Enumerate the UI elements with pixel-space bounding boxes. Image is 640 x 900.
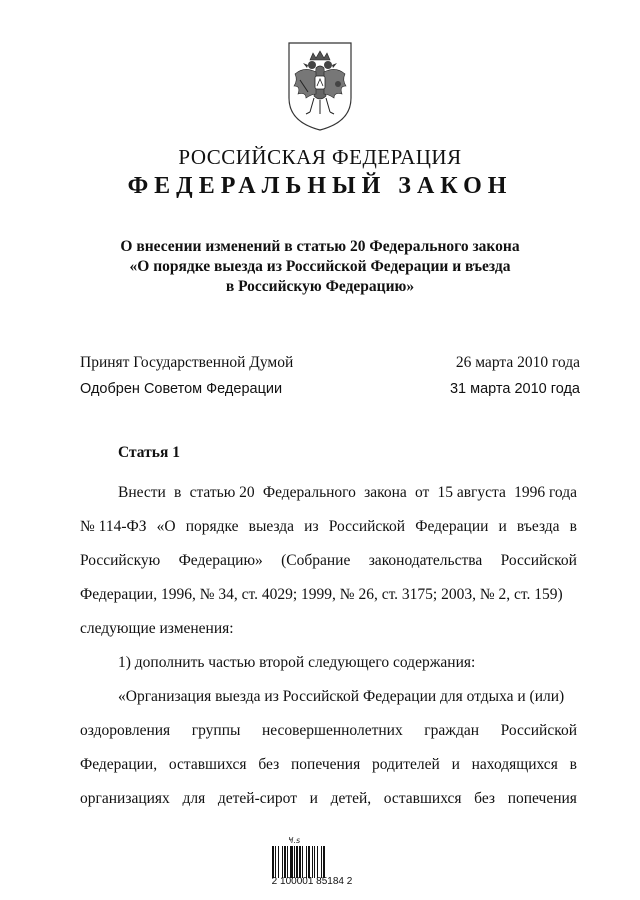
council-date: 31 марта 2010 года: [449, 381, 580, 397]
word: Федерального: [262, 484, 356, 501]
duma-adoption-row: [80, 354, 580, 372]
law-title-line: О внесении изменений в статью 20 Федерального закона: [120, 238, 520, 255]
word: Российской: [500, 552, 577, 569]
word: Внести: [118, 484, 166, 501]
word: несовершеннолетних: [261, 722, 403, 739]
word: организациях: [80, 790, 170, 807]
word: законодательства: [368, 552, 483, 569]
council-label: Одобрен Советом Федерации: [80, 381, 283, 397]
word: оставшихся: [168, 756, 247, 773]
word: детей-сирот: [217, 790, 297, 807]
word: статью 20: [189, 484, 255, 501]
paragraph-line: [80, 755, 577, 775]
word: Российской: [500, 722, 577, 739]
word: порядке: [185, 518, 239, 535]
coat-of-arms-icon: [286, 40, 354, 132]
country-name: РОССИЙСКАЯ ФЕДЕРАЦИЯ: [178, 145, 462, 169]
law-title: [0, 237, 640, 297]
word: без: [474, 790, 496, 807]
word: находящихся: [471, 756, 558, 773]
word: въезда: [516, 518, 560, 535]
duma-date: 26 марта 2010 года: [455, 354, 580, 371]
word: для: [182, 790, 206, 807]
article-heading: Статья 1: [118, 444, 180, 461]
duma-label: Принят Государственной Думой: [80, 354, 294, 371]
word: закона: [364, 484, 407, 501]
word: оздоровления: [80, 722, 171, 739]
word: и: [451, 756, 460, 773]
document-type: ФЕДЕРАЛЬНЫЙ ЗАКОН: [127, 173, 513, 199]
word: Российской: [328, 518, 406, 535]
paragraph-line: Федерации, 1996, № 34, ст. 4029; 1999, № 26, ст. 3175; 2003, № 2, ст. 159): [80, 586, 563, 603]
word: и: [498, 518, 507, 535]
word: попечения: [507, 790, 577, 807]
word: 15 августа: [437, 484, 506, 501]
word: попечения: [290, 756, 361, 773]
word: и: [309, 790, 318, 807]
word: (Собрание: [281, 552, 351, 569]
word: оставшихся: [383, 790, 462, 807]
paragraph-line: следующие изменения:: [80, 620, 234, 637]
word: «О: [156, 518, 176, 535]
word: граждан: [424, 722, 480, 739]
word: выезда: [248, 518, 295, 535]
law-title-line: в Российскую Федерацию»: [225, 278, 415, 295]
signature-mark: Ҹ.ѕ: [288, 836, 301, 845]
word: от: [414, 484, 430, 501]
word: в: [569, 756, 577, 773]
paragraph-line: [118, 483, 577, 503]
barcode-number: 2 100001 85184 2: [271, 876, 353, 887]
paragraph-line: [80, 789, 577, 809]
law-title-line: «О порядке выезда из Российской Федерации и въезда: [129, 258, 511, 275]
word: Федерации,: [80, 756, 158, 773]
word: 1996 года: [514, 484, 577, 501]
paragraph-line: [80, 517, 577, 537]
barcode-icon: [272, 846, 350, 878]
word: без: [258, 756, 280, 773]
word: Российскую: [80, 552, 161, 569]
paragraph-line: [80, 721, 577, 741]
word: в: [174, 484, 182, 501]
paragraph-line: [80, 551, 577, 571]
word: из: [304, 518, 319, 535]
word: детей,: [330, 790, 372, 807]
word: родителей: [371, 756, 440, 773]
word: группы: [191, 722, 241, 739]
paragraph-line: 1) дополнить частью второй следующего содержания:: [118, 654, 476, 671]
word: в: [569, 518, 577, 535]
word: Федерацию»: [178, 552, 263, 569]
word: № 114-ФЗ: [80, 518, 147, 535]
council-approval-row: [80, 381, 580, 397]
word: Федерации: [415, 518, 489, 535]
paragraph-line: «Организация выезда из Российской Федерации для отдыха и (или): [118, 688, 565, 705]
